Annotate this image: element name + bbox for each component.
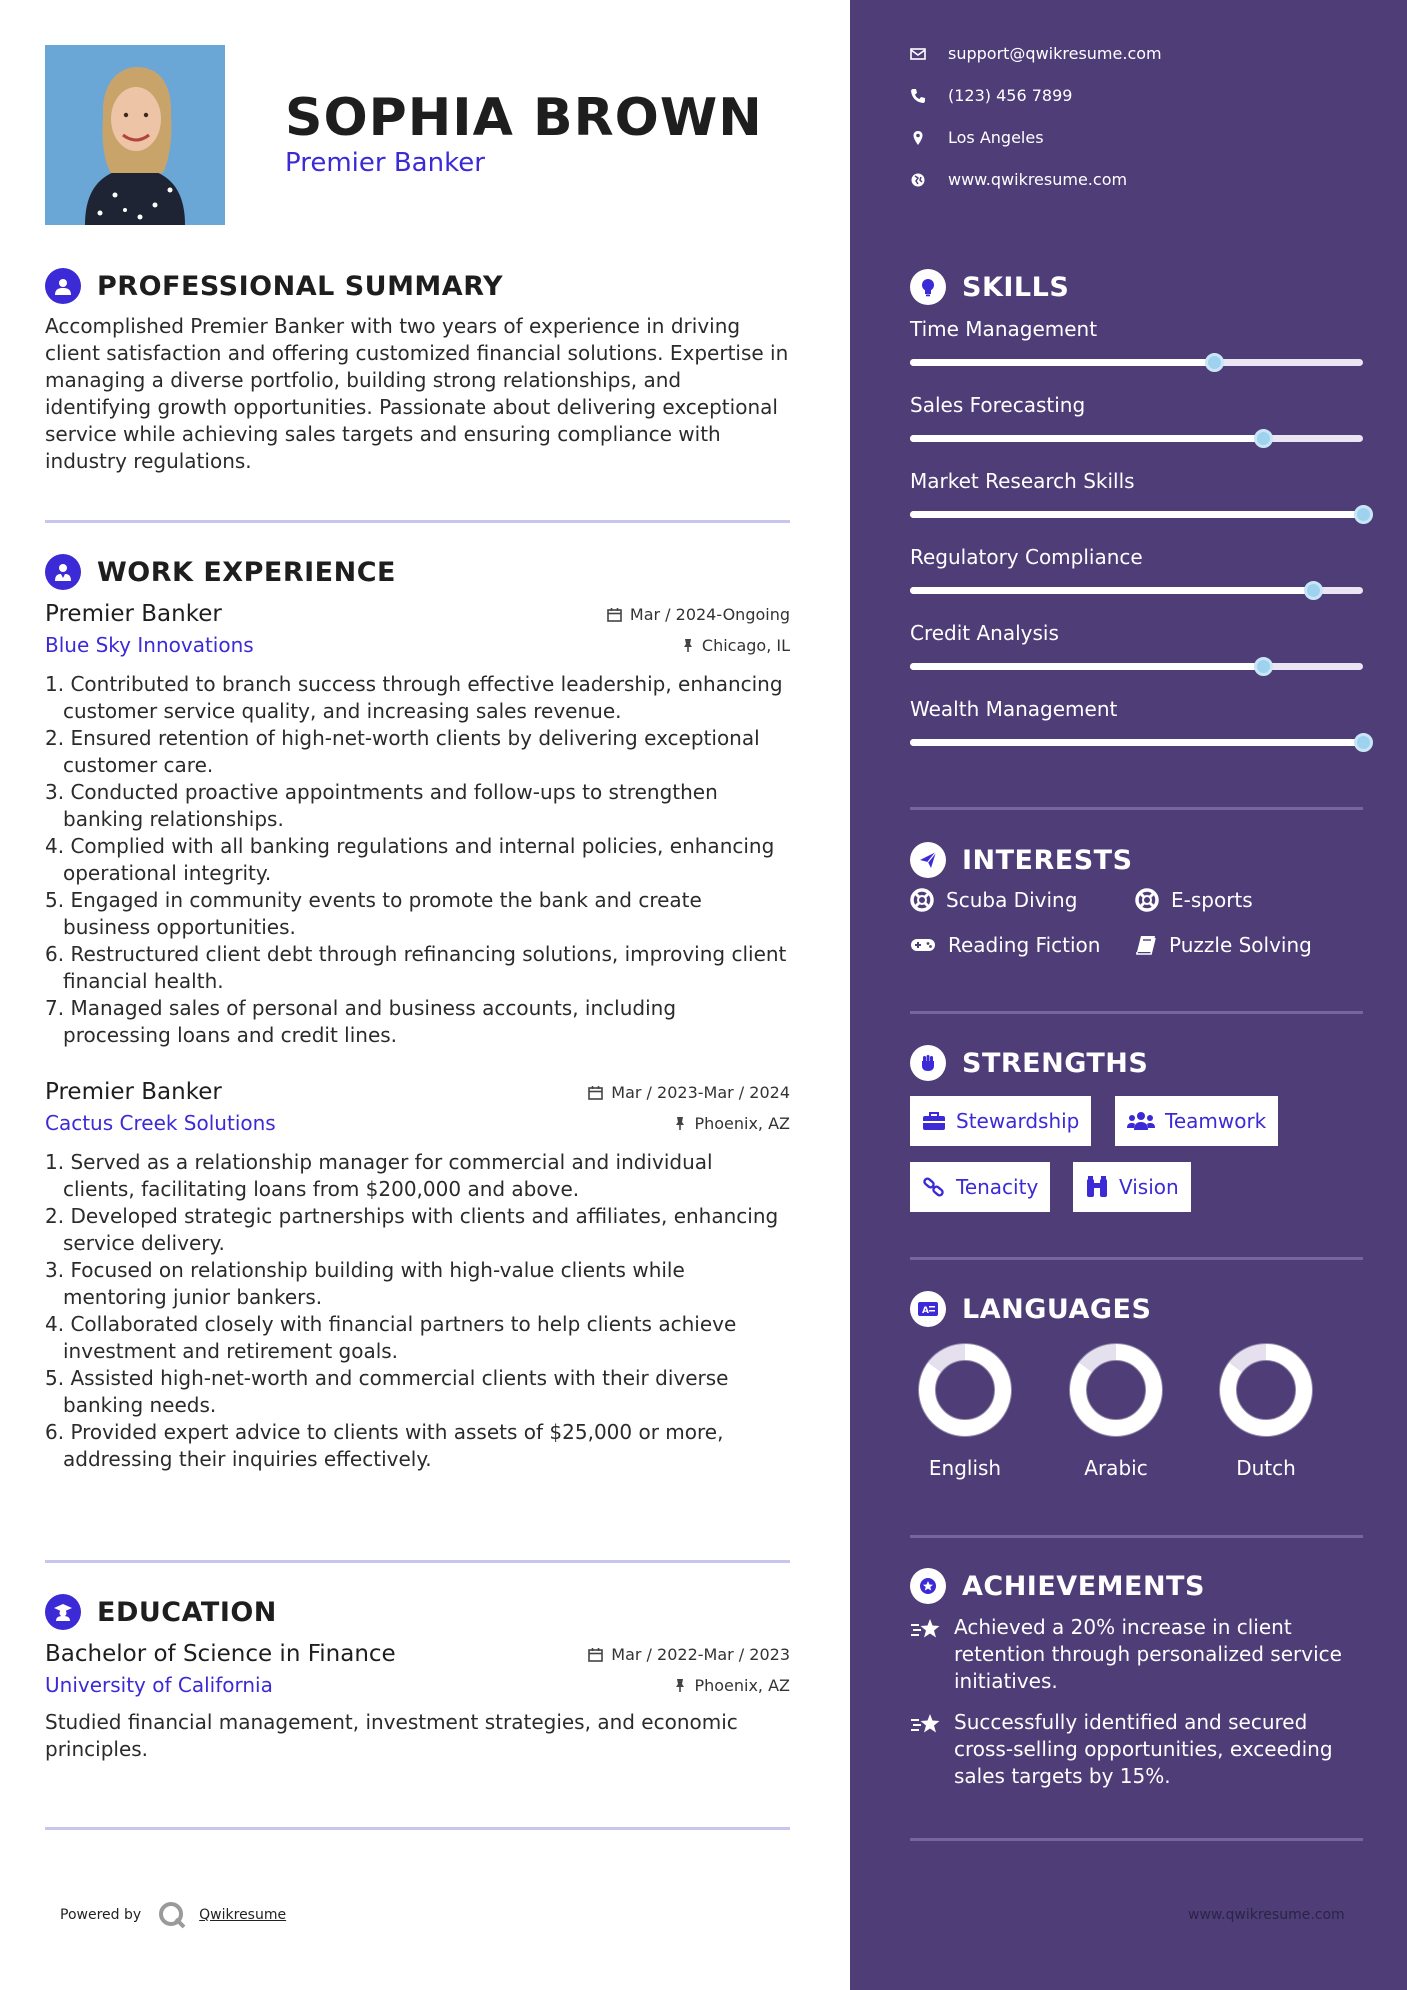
job-title: Premier Banker (45, 1079, 222, 1105)
footer-site[interactable]: www.qwikresume.com (1188, 1907, 1345, 1923)
strengths-heading: STRENGTHS (962, 1047, 1149, 1079)
pin-icon (682, 638, 694, 653)
candidate-name: SOPHIA BROWN (285, 88, 763, 148)
phone-text: (123) 456 7899 (948, 86, 1073, 105)
job-location-text: Phoenix, AZ (694, 1113, 790, 1133)
interest-label: E-sports (1171, 888, 1253, 912)
skill-name: Credit Analysis (910, 621, 1059, 645)
calendar-icon (607, 607, 622, 622)
briefcase-icon (922, 1111, 946, 1131)
language-ring (1061, 1340, 1171, 1440)
job-entry (45, 601, 790, 1049)
interests-heading: INTERESTS (962, 844, 1133, 876)
education-dates-text: Mar / 2022-Mar / 2023 (611, 1644, 790, 1664)
skill-bar-fill (910, 663, 1263, 670)
job-dates-text: Mar / 2024-Ongoing (629, 604, 790, 624)
user-icon (45, 268, 81, 304)
list-item: 4. Collaborated closely with financial partners to help clients achieve investment and retirement goals. (45, 1312, 737, 1363)
divider (910, 1838, 1363, 1841)
skill-bar-fill (910, 359, 1214, 366)
list-item: 6. Restructured client debt through refinancing solutions, improving client financial health. (45, 942, 787, 993)
link-icon (922, 1175, 946, 1199)
education-description: Studied financial management, investment strategies, and economic principles. (45, 1710, 738, 1761)
education-heading: EDUCATION (97, 1596, 277, 1628)
job-entry (45, 1079, 790, 1473)
envelope-icon (910, 47, 926, 61)
skill-bar-fill (910, 587, 1313, 594)
skill-bar (910, 587, 1363, 594)
job-company: Blue Sky Innovations (45, 633, 254, 657)
list-item: 7. Managed sales of personal and business accounts, including processing loans and credit lines. (45, 996, 677, 1047)
lightbulb-icon (910, 269, 946, 305)
paper-plane-icon (910, 842, 946, 878)
list-item: 2. Developed strategic partnerships with clients and affiliates, enhancing service delivery. (45, 1204, 779, 1255)
sidebar (850, 0, 1407, 1990)
achievement-text: Successfully identified and secured cross-selling opportunities, exceeding sales targets by 15%. (954, 1710, 1333, 1788)
interest-item (910, 888, 1077, 912)
strength-chip (1115, 1096, 1278, 1146)
skill-bar-knob (1354, 733, 1373, 752)
book-icon (1135, 934, 1157, 956)
list-item: 3. Conducted proactive appointments and follow-ups to strengthen banking relationships. (45, 780, 718, 831)
skill-bar-fill (910, 511, 1363, 518)
contact-location (910, 128, 1044, 147)
strength-chip (910, 1162, 1050, 1212)
skill-bar (910, 663, 1363, 670)
candidate-title: Premier Banker (285, 148, 485, 178)
interest-item (1135, 888, 1253, 912)
job-bullets (45, 1149, 790, 1473)
skill-bar (910, 739, 1363, 746)
list-item: 1. Contributed to branch success through effective leadership, enhancing customer service quality, and increasing sales revenue. (45, 672, 783, 723)
list-item: 2. Ensured retention of high-net-worth clients by delivering exceptional customer care. (45, 726, 760, 777)
summary-heading: PROFESSIONAL SUMMARY (97, 270, 504, 302)
lifebuoy-icon (1135, 888, 1159, 912)
shooting-star-icon (910, 1711, 942, 1737)
skill-item (910, 621, 1363, 670)
skill-name: Wealth Management (910, 697, 1118, 721)
strengths-header (910, 1044, 1148, 1082)
website-text: www.qwikresume.com (948, 170, 1128, 189)
education-location-text: Phoenix, AZ (694, 1675, 790, 1695)
qwikresume-logo-icon (157, 1900, 187, 1930)
achievement-text: Achieved a 20% increase in client retention through personalized service initiatives. (954, 1615, 1342, 1693)
skill-item (910, 317, 1363, 366)
gamepad-icon (910, 936, 936, 954)
strength-label: Vision (1119, 1175, 1179, 1199)
calendar-icon (588, 1085, 603, 1100)
interest-item (910, 933, 1100, 957)
skill-name: Market Research Skills (910, 469, 1135, 493)
list-item: 4. Complied with all banking regulations and internal policies, enhancing operational integrity. (45, 834, 775, 885)
strength-chip (1073, 1162, 1191, 1212)
divider (910, 1535, 1363, 1538)
summary-section (45, 267, 790, 475)
language-item (1211, 1340, 1321, 1480)
experience-heading: WORK EXPERIENCE (97, 556, 396, 588)
divider (45, 1560, 790, 1563)
strength-label: Stewardship (956, 1109, 1080, 1133)
job-location (682, 636, 790, 655)
divider (910, 1011, 1363, 1014)
skill-name: Sales Forecasting (910, 393, 1086, 417)
language-ring (910, 1340, 1020, 1440)
languages-header (910, 1290, 1151, 1328)
summary-text: Accomplished Premier Banker with two years of experience in driving client satisfaction and offering customized financial solutions. Expertise in managing a diverse portfolio, building strong relationships, and identifying growth opportunities. Passionate about delivering exceptional service while achieving sales targets and ensuring compliance with industry regulations. (45, 314, 789, 473)
job-company: Cactus Creek Solutions (45, 1111, 276, 1135)
graduate-icon (45, 1594, 81, 1630)
contact-website[interactable] (910, 170, 1127, 189)
education-section (45, 1593, 790, 1763)
calendar-icon (588, 1647, 603, 1662)
education-location (674, 1676, 790, 1695)
strength-label: Teamwork (1165, 1109, 1267, 1133)
language-item (1061, 1340, 1171, 1480)
language-ring (1211, 1340, 1321, 1440)
language-item (910, 1340, 1020, 1480)
skills-header (910, 268, 1069, 306)
users-icon (1127, 1111, 1155, 1131)
list-item: 6. Provided expert advice to clients with assets of $25,000 or more, addressing their inquiries effectively. (45, 1420, 724, 1471)
profile-photo (45, 45, 225, 225)
job-location-text: Chicago, IL (701, 635, 790, 655)
achievement-item (910, 1614, 1370, 1695)
job-bullets (45, 671, 790, 1049)
skill-name: Regulatory Compliance (910, 545, 1143, 569)
user-tie-icon (45, 554, 81, 590)
lifebuoy-icon (910, 888, 934, 912)
skill-bar-knob (1304, 581, 1323, 600)
pin-icon (674, 1116, 686, 1131)
skill-item (910, 393, 1363, 442)
email-text: support@qwikresume.com (948, 44, 1162, 63)
achievements-header (910, 1567, 1205, 1605)
pin-icon (674, 1678, 686, 1693)
languages-heading: LANGUAGES (962, 1293, 1152, 1325)
svg-text:A: A (922, 1306, 929, 1316)
skill-bar (910, 435, 1363, 442)
binoculars-icon (1085, 1176, 1109, 1198)
language-name: Dutch (1236, 1456, 1296, 1480)
contact-phone[interactable] (910, 86, 1072, 105)
job-dates (588, 1083, 790, 1102)
divider (910, 1257, 1363, 1260)
list-item: 5. Assisted high-net-worth and commercial clients with their diverse banking needs. (45, 1366, 729, 1417)
education-dates (588, 1645, 790, 1664)
strength-label: Tenacity (956, 1175, 1039, 1199)
skill-bar-knob (1354, 505, 1373, 524)
skill-item (910, 469, 1363, 518)
skill-bar-fill (910, 739, 1363, 746)
job-dates-text: Mar / 2023-Mar / 2024 (611, 1082, 790, 1102)
skill-bar-fill (910, 435, 1263, 442)
powered-by-label: Powered by (60, 1907, 142, 1923)
skill-item (910, 545, 1363, 594)
skill-bar (910, 359, 1363, 366)
job-title: Premier Banker (45, 601, 222, 627)
divider (45, 1827, 790, 1830)
language-name: English (928, 1456, 1002, 1480)
language-name: Arabic (1084, 1456, 1148, 1480)
brand-link[interactable]: Qwikresume (199, 1907, 287, 1923)
fist-icon (910, 1045, 946, 1081)
phone-icon (910, 88, 926, 104)
job-location (674, 1114, 790, 1133)
interest-item (1135, 933, 1312, 957)
skill-bar-knob (1254, 657, 1273, 676)
skill-item (910, 697, 1363, 746)
globe-icon (910, 172, 926, 188)
skill-bar (910, 511, 1363, 518)
star-badge-icon (910, 1568, 946, 1604)
achievements-heading: ACHIEVEMENTS (962, 1570, 1205, 1602)
shooting-star-icon (910, 1616, 942, 1642)
skill-bar-knob (1205, 353, 1224, 372)
interest-label: Puzzle Solving (1169, 933, 1312, 957)
list-item: 3. Focused on relationship building with high-value clients while mentoring junior bankers. (45, 1258, 685, 1309)
map-marker-icon (910, 130, 926, 146)
skill-bar-knob (1254, 429, 1273, 448)
divider (910, 807, 1363, 810)
experience-section (45, 553, 790, 1473)
interest-label: Scuba Diving (946, 888, 1078, 912)
contact-email[interactable] (910, 44, 1162, 63)
interest-label: Reading Fiction (948, 933, 1101, 957)
language-icon (910, 1291, 946, 1327)
achievement-item (910, 1709, 1370, 1790)
skills-heading: SKILLS (962, 271, 1070, 303)
interests-header (910, 841, 1133, 879)
strength-chip (910, 1096, 1091, 1146)
footer-powered-by (60, 1900, 286, 1930)
skill-name: Time Management (910, 317, 1098, 341)
degree: Bachelor of Science in Finance (45, 1641, 396, 1667)
list-item: 1. Served as a relationship manager for commercial and individual clients, facilitating loans from $200,000 and above. (45, 1150, 713, 1201)
job-dates (607, 605, 790, 624)
school: University of California (45, 1673, 273, 1697)
list-item: 5. Engaged in community events to promote the bank and create business opportunities. (45, 888, 702, 939)
divider (45, 520, 790, 523)
location-text: Los Angeles (948, 128, 1044, 147)
